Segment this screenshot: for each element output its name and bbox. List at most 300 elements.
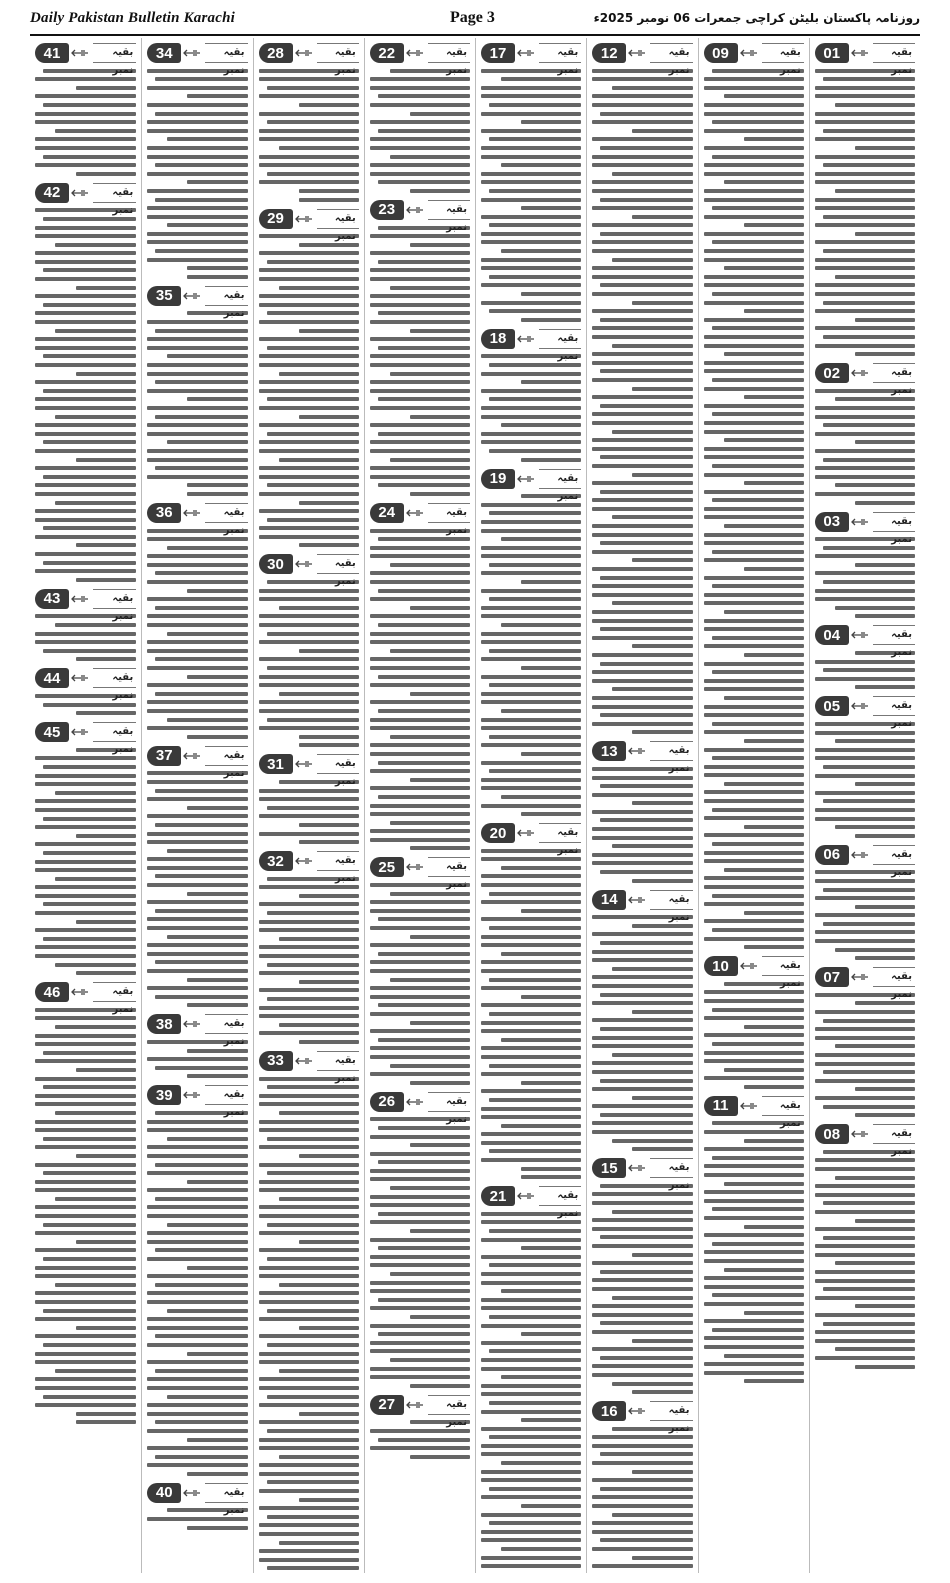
text-line (823, 301, 915, 305)
text-line (155, 909, 247, 913)
text-line (592, 524, 692, 528)
scroll-icon (740, 47, 758, 59)
text-line (370, 1072, 470, 1076)
scroll-icon (406, 507, 424, 519)
continuation-label: بقیہ نمبر (428, 1092, 470, 1112)
scroll-icon (406, 204, 424, 216)
text-line (600, 662, 692, 666)
text-line (259, 1377, 359, 1381)
text-line (632, 1470, 692, 1474)
continuation-badge (35, 721, 136, 756)
continuation-badge (592, 1400, 692, 1435)
continuation-badge (481, 822, 581, 857)
text-line (600, 455, 692, 459)
text-line (155, 606, 247, 610)
text-line (259, 1274, 359, 1278)
text-line (521, 380, 581, 384)
continuation-label: بقیہ نمبر (205, 746, 247, 766)
continuation-number: 23 (370, 200, 404, 220)
continuation-number: 40 (147, 1483, 181, 1503)
text-line (481, 874, 581, 878)
text-line (76, 971, 137, 975)
text-line (815, 466, 915, 470)
text-line (155, 571, 247, 575)
text-line (35, 1120, 136, 1124)
scroll-icon (517, 47, 535, 59)
text-line (521, 1418, 581, 1422)
text-line (823, 1019, 915, 1023)
text-line (855, 1113, 915, 1117)
continuation-entry (592, 1157, 692, 1394)
text-line (612, 344, 692, 348)
text-line (481, 726, 581, 730)
text-line (592, 984, 692, 988)
text-line (35, 774, 136, 778)
text-line (147, 1377, 247, 1381)
text-line (147, 346, 247, 350)
text-line (378, 1438, 470, 1442)
text-line (35, 1360, 136, 1364)
text-line (187, 735, 247, 739)
scroll-icon (740, 960, 758, 972)
continuation-entry (147, 42, 247, 279)
text-line (187, 266, 247, 270)
text-line (147, 900, 247, 904)
continuation-number: 41 (35, 43, 69, 63)
text-line (259, 1102, 359, 1106)
scroll-icon (71, 187, 89, 199)
text-line (76, 578, 137, 582)
continuation-badge (815, 511, 915, 545)
text-line (259, 988, 359, 992)
continuation-badge (815, 624, 915, 659)
text-line (815, 1096, 915, 1100)
text-line (187, 1472, 247, 1476)
continuation-label: بقیہ نمبر (762, 956, 804, 976)
text-line (481, 112, 581, 116)
text-line (481, 406, 581, 410)
text-line (481, 1427, 581, 1431)
text-line (267, 806, 359, 810)
text-line (600, 1113, 692, 1117)
text-line (481, 240, 581, 244)
text-line (835, 103, 915, 107)
text-line (704, 430, 804, 434)
article-body-text (592, 767, 692, 883)
continuation-label: بقیہ نمبر (650, 741, 692, 761)
text-line (155, 1197, 247, 1201)
text-line (815, 240, 915, 244)
continuation-number: 22 (370, 43, 404, 63)
text-line (155, 823, 247, 827)
text-line (410, 243, 470, 247)
text-line (704, 662, 804, 666)
text-line (76, 657, 137, 661)
text-line (501, 423, 581, 427)
text-line (299, 198, 359, 202)
continuation-label: بقیہ نمبر (873, 845, 915, 865)
text-line (299, 1412, 359, 1416)
scroll-icon (71, 986, 89, 998)
continuation-label: بقیہ نمبر (205, 286, 247, 306)
text-line (592, 1130, 692, 1134)
text-line (378, 795, 470, 799)
text-line (55, 415, 136, 419)
text-line (815, 120, 915, 124)
text-line (147, 1291, 247, 1295)
text-line (55, 501, 136, 505)
text-line (600, 1487, 692, 1491)
text-line (612, 1053, 692, 1057)
text-line (481, 632, 581, 636)
text-line (370, 423, 470, 427)
text-line (259, 920, 359, 924)
text-line (481, 1158, 581, 1162)
text-line (370, 1046, 470, 1050)
text-line (481, 1089, 581, 1093)
continuation-badge (704, 1095, 804, 1129)
text-line (279, 458, 359, 462)
text-line (481, 86, 581, 90)
text-line (35, 1352, 136, 1356)
continuation-label: بقیہ نمبر (762, 1096, 804, 1116)
text-line (521, 206, 581, 210)
text-line (481, 283, 581, 287)
text-line (600, 146, 692, 150)
text-line (704, 679, 804, 683)
text-line (378, 1160, 470, 1164)
text-line (390, 735, 470, 739)
text-line (704, 1076, 804, 1080)
continuation-label: بقیہ نمبر (205, 503, 247, 523)
text-line (815, 112, 915, 116)
text-line (704, 447, 804, 451)
text-line (370, 657, 470, 661)
continuation-entry (147, 1482, 247, 1530)
text-line (370, 726, 470, 730)
text-line (489, 1315, 581, 1319)
text-line (481, 935, 581, 939)
text-line (481, 943, 581, 947)
continuation-badge (481, 328, 581, 362)
text-line (592, 1261, 692, 1265)
text-line (481, 640, 581, 644)
article-body-text (147, 1111, 247, 1476)
text-line (704, 507, 804, 511)
text-line (815, 930, 915, 934)
text-line (35, 251, 136, 255)
scroll-icon (183, 290, 201, 302)
text-line (147, 866, 247, 870)
text-line (43, 937, 136, 941)
continuation-label: بقیہ نمبر (650, 1401, 692, 1421)
text-line (815, 475, 915, 479)
scroll-icon (628, 894, 646, 906)
text-line (481, 232, 581, 236)
article-body-text (704, 982, 804, 1089)
text-line (370, 666, 470, 670)
text-line (815, 1053, 915, 1057)
text-line (489, 1521, 581, 1525)
continuation-label: بقیہ نمبر (428, 200, 470, 220)
text-line (378, 1003, 470, 1007)
text-line (855, 563, 915, 567)
text-line (43, 268, 136, 272)
text-line (704, 490, 804, 494)
text-line (704, 919, 804, 923)
text-line (632, 1147, 692, 1151)
text-line (744, 1225, 804, 1229)
text-line (267, 311, 359, 315)
text-line (35, 1248, 136, 1252)
text-line (815, 449, 915, 453)
text-line (147, 1128, 247, 1132)
continuation-entry (147, 285, 247, 496)
text-line (600, 941, 692, 945)
text-line (521, 580, 581, 584)
text-line (370, 769, 470, 773)
text-line (378, 761, 470, 765)
text-line (592, 705, 692, 709)
text-line (35, 1386, 136, 1390)
continuation-label: بقیہ نمبر (428, 857, 470, 877)
text-line (43, 1051, 136, 1055)
text-line (481, 917, 581, 921)
text-line (259, 1163, 359, 1167)
text-line (855, 905, 915, 909)
scroll-icon (628, 745, 646, 757)
text-line (299, 649, 359, 653)
text-line (147, 1429, 247, 1433)
continuation-badge (592, 889, 692, 923)
continuation-label: بقیہ نمبر (317, 554, 359, 574)
text-line (481, 1452, 581, 1456)
continuation-label: بقیہ نمبر (539, 1186, 581, 1206)
text-line (259, 509, 359, 513)
text-line (481, 520, 581, 524)
text-line (855, 1304, 915, 1308)
text-line (370, 277, 470, 281)
text-line (835, 483, 915, 487)
text-line (815, 492, 915, 496)
text-line (592, 1461, 692, 1465)
text-line (147, 172, 247, 176)
continuation-badge (370, 1091, 470, 1125)
publication-title: Daily Pakistan Bulletin Karachi (30, 10, 235, 26)
text-line (612, 430, 692, 434)
text-line (147, 215, 247, 219)
text-line (187, 892, 247, 896)
text-line (712, 808, 804, 812)
text-line (147, 683, 247, 687)
text-line (612, 687, 692, 691)
text-line (370, 900, 470, 904)
continuation-number: 43 (35, 589, 69, 609)
scroll-icon (517, 1190, 535, 1202)
text-line (147, 597, 247, 601)
text-line (279, 1111, 359, 1115)
text-line (370, 700, 470, 704)
text-line (167, 223, 247, 227)
text-line (155, 960, 247, 964)
continuation-entry (35, 667, 136, 715)
scroll-icon (851, 849, 869, 861)
text-line (43, 389, 136, 393)
text-line (187, 492, 247, 496)
text-line (43, 817, 136, 821)
text-line (370, 475, 470, 479)
text-line (267, 120, 359, 124)
text-line (744, 1139, 804, 1143)
text-line (299, 743, 359, 747)
text-line (704, 146, 804, 150)
text-line (815, 1010, 915, 1014)
text-line (370, 294, 470, 298)
text-line (259, 320, 359, 324)
text-line (370, 1324, 470, 1328)
text-line (592, 275, 692, 279)
text-line (259, 423, 359, 427)
text-line (279, 606, 359, 610)
scroll-icon (851, 1128, 869, 1140)
text-line (390, 286, 470, 290)
text-line (712, 120, 804, 124)
text-line (259, 112, 359, 116)
text-line (592, 619, 692, 623)
text-line (35, 294, 136, 298)
text-line (259, 1014, 359, 1018)
continuation-number: 37 (147, 746, 181, 766)
text-line (259, 535, 359, 539)
text-line (35, 260, 136, 264)
text-line (592, 498, 692, 502)
text-line (592, 1330, 692, 1334)
text-line (76, 920, 137, 924)
text-line (370, 1029, 470, 1033)
text-line (592, 550, 692, 554)
text-line (35, 1377, 136, 1381)
text-line (612, 601, 692, 605)
text-line (410, 1021, 470, 1025)
text-line (35, 1274, 136, 1278)
text-line (147, 917, 247, 921)
continuation-entry (35, 182, 136, 582)
text-line (147, 1188, 247, 1192)
text-line (147, 1317, 247, 1321)
continuation-badge (35, 981, 136, 1016)
text-line (481, 700, 581, 704)
text-line (410, 778, 470, 782)
text-line (390, 1064, 470, 1068)
text-line (259, 268, 359, 272)
text-line (147, 146, 247, 150)
text-line (712, 326, 804, 330)
text-line (855, 232, 915, 236)
continuation-label: بقیہ نمبر (873, 967, 915, 987)
text-line (712, 670, 804, 674)
text-line (370, 120, 470, 124)
scroll-icon (851, 516, 869, 528)
text-line (704, 541, 804, 545)
text-line (612, 1210, 692, 1214)
text-line (147, 449, 247, 453)
text-line (724, 610, 804, 614)
text-line (481, 1238, 581, 1242)
text-line (744, 945, 804, 949)
text-line (35, 1214, 136, 1218)
text-line (370, 683, 470, 687)
text-line (155, 415, 247, 419)
text-line (378, 346, 470, 350)
text-line (704, 189, 804, 193)
text-line (521, 812, 581, 816)
text-line (259, 180, 359, 184)
text-line (43, 475, 136, 479)
text-line (43, 561, 136, 565)
continuation-label: بقیہ نمبر (873, 43, 915, 63)
text-line (612, 515, 692, 519)
continuation-entry (259, 850, 359, 1044)
text-line (259, 303, 359, 307)
text-line (187, 1438, 247, 1442)
text-line (35, 954, 136, 958)
text-line (481, 146, 581, 150)
text-line (632, 801, 692, 805)
text-line (43, 1137, 136, 1141)
text-line (481, 1513, 581, 1517)
continuation-label: بقیہ نمبر (317, 209, 359, 229)
article-body-text (481, 69, 581, 322)
text-line (704, 1033, 804, 1037)
text-line (592, 120, 692, 124)
continuation-number: 38 (147, 1014, 181, 1034)
text-line (43, 851, 136, 855)
text-line (704, 1259, 804, 1263)
column-1 (809, 38, 920, 1573)
text-line (259, 971, 359, 975)
text-line (481, 129, 581, 133)
scroll-icon (406, 1399, 424, 1411)
text-line (147, 1205, 247, 1209)
continuation-badge (592, 740, 692, 775)
text-line (704, 833, 804, 837)
text-line (481, 389, 581, 393)
text-line (724, 352, 804, 356)
text-line (55, 877, 136, 881)
text-line (370, 406, 470, 410)
column-5 (364, 38, 475, 1573)
text-line (815, 1296, 915, 1300)
text-line (370, 1367, 470, 1371)
text-line (147, 389, 247, 393)
text-line (76, 458, 137, 462)
text-line (600, 232, 692, 236)
text-line (259, 902, 359, 906)
text-line (267, 1480, 359, 1484)
text-line (481, 804, 581, 808)
text-line (592, 836, 692, 840)
text-line (155, 1283, 247, 1287)
text-line (704, 816, 804, 820)
text-line (259, 623, 359, 627)
text-line (481, 258, 581, 262)
continuation-number: 15 (592, 1158, 626, 1178)
continuation-number: 45 (35, 722, 69, 742)
text-line (55, 1283, 136, 1287)
continuation-entry (35, 721, 136, 975)
text-line (259, 1094, 359, 1098)
text-line (704, 730, 804, 734)
